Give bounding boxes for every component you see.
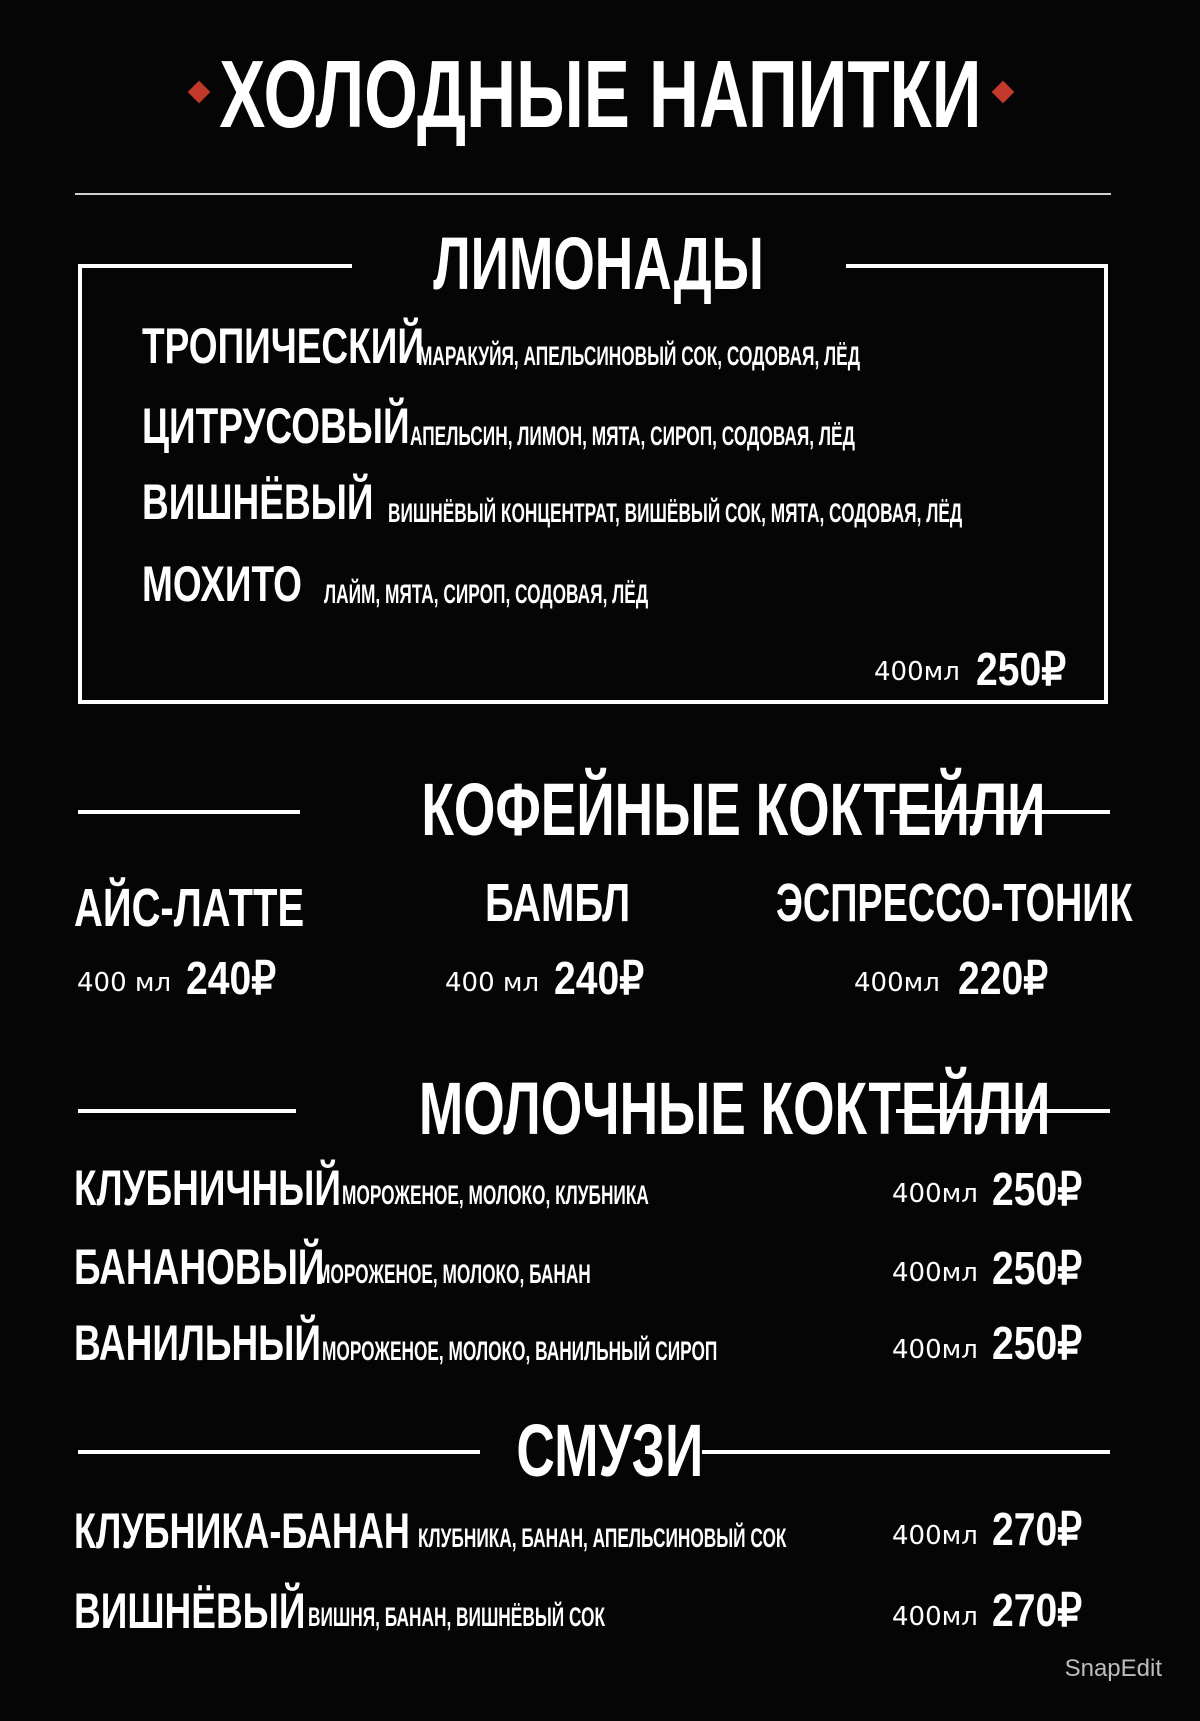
milkshake-item-desc-wrap bbox=[342, 1179, 821, 1211]
milkshake-item-price-wrap bbox=[992, 1243, 1098, 1293]
milkshake-item-volume: 400мл bbox=[892, 1179, 978, 1209]
item-price: 240₽ bbox=[186, 952, 277, 1004]
item-price: 270₽ bbox=[992, 1584, 1083, 1636]
item-description: МОРОЖЕНОЕ, МОЛОКО, БАНАН bbox=[316, 1259, 591, 1289]
item-name: БАМБЛ bbox=[485, 873, 631, 933]
item-description: КЛУБНИКА, БАНАН, АПЕЛЬСИНОВЫЙ СОК bbox=[418, 1523, 787, 1553]
lemonade-item-desc-wrap bbox=[388, 497, 1200, 529]
lemonade-item-desc-wrap bbox=[324, 578, 831, 610]
item-description: ВИШНЁВЫЙ КОНЦЕНТРАТ, ВИШЁВЫЙ СОК, МЯТА, СОДОВАЯ, ЛЁД bbox=[388, 498, 963, 528]
coffee-item-volume: 400мл bbox=[854, 968, 940, 998]
item-price: 270₽ bbox=[992, 1503, 1083, 1555]
smoothie-item-price-wrap bbox=[992, 1585, 1098, 1635]
page-title-wrap bbox=[0, 40, 1200, 150]
item-name: ЭСПРЕССО-ТОНИК bbox=[776, 873, 1133, 933]
coffee-item-name-wrap bbox=[776, 875, 1200, 931]
milkshake-item-price-wrap bbox=[992, 1318, 1098, 1368]
lemonade-price-wrap bbox=[976, 644, 1082, 694]
milkshake-item-desc-wrap bbox=[322, 1335, 940, 1367]
header-divider bbox=[75, 193, 1111, 195]
coffee-title-line-left bbox=[78, 810, 300, 814]
smoothie-title-line-right bbox=[702, 1450, 1110, 1454]
item-description: МАРАКУЙЯ, АПЕЛЬСИНОВЫЙ СОК, СОДОВАЯ, ЛЁД bbox=[418, 341, 861, 371]
item-name: МОХИТО bbox=[142, 556, 302, 612]
smoothie-item-volume: 400мл bbox=[892, 1602, 978, 1632]
milkshake-section-title-wrap bbox=[296, 1067, 1051, 1150]
watermark: SnapEdit bbox=[1064, 1655, 1162, 1682]
lemonade-section-title: ЛИМОНАДЫ bbox=[433, 222, 765, 305]
lemonade-volume: 400мл bbox=[874, 657, 960, 687]
milkshake-item-desc-wrap bbox=[316, 1258, 745, 1290]
smoothie-item-price-wrap bbox=[992, 1504, 1098, 1554]
milkshake-item-volume: 400мл bbox=[892, 1335, 978, 1365]
smoothie-item-volume: 400мл bbox=[892, 1521, 978, 1551]
item-price: 220₽ bbox=[958, 952, 1049, 1004]
milkshake-item-price-wrap bbox=[992, 1164, 1098, 1214]
smoothie-title-line-left bbox=[78, 1450, 480, 1454]
lemonade-price: 250₽ bbox=[976, 643, 1067, 695]
item-name: КЛУБНИЧНЫЙ bbox=[74, 1160, 342, 1216]
lemonade-item-desc-wrap bbox=[410, 420, 1105, 452]
coffee-section-title: КОФЕЙНЫЕ КОКТЕЙЛИ bbox=[421, 768, 1046, 851]
coffee-item-volume: 400 мл bbox=[445, 968, 540, 998]
coffee-item-price-wrap bbox=[554, 953, 660, 1003]
coffee-item-name-wrap bbox=[74, 880, 385, 936]
smoothie-item-desc-wrap bbox=[308, 1601, 772, 1633]
milkshake-item-volume: 400мл bbox=[892, 1258, 978, 1288]
coffee-item-volume: 400 мл bbox=[77, 968, 172, 998]
coffee-section-title-wrap bbox=[300, 768, 1046, 851]
item-name: ЦИТРУСОВЫЙ bbox=[142, 398, 410, 454]
item-description: ВИШНЯ, БАНАН, ВИШНЁВЫЙ СОК bbox=[308, 1602, 605, 1632]
item-description: ЛАЙМ, МЯТА, СИРОП, СОДОВАЯ, ЛЁД bbox=[324, 579, 649, 609]
milkshake-title-line-left bbox=[78, 1109, 296, 1113]
item-name: АЙС-ЛАТТЕ bbox=[74, 878, 305, 938]
coffee-item-name-wrap bbox=[485, 875, 681, 931]
item-description: МОРОЖЕНОЕ, МОЛОКО, ВАНИЛЬНЫЙ СИРОП bbox=[322, 1336, 718, 1366]
item-name: КЛУБНИКА-БАНАН bbox=[74, 1503, 410, 1559]
item-description: АПЕЛЬСИН, ЛИМОН, МЯТА, СИРОП, СОДОВАЯ, ЛЁД bbox=[410, 421, 855, 451]
item-price: 250₽ bbox=[992, 1317, 1083, 1369]
item-name: БАНАНОВЫЙ bbox=[74, 1239, 325, 1295]
coffee-item-price-wrap bbox=[958, 953, 1064, 1003]
item-name: ВИШНЁВЫЙ bbox=[74, 1583, 306, 1639]
lemonade-item-desc-wrap bbox=[418, 340, 1109, 372]
item-name: ТРОПИЧЕСКИЙ bbox=[142, 318, 424, 374]
lemonade-section-title-wrap bbox=[352, 222, 846, 305]
coffee-item-price-wrap bbox=[186, 953, 292, 1003]
smoothie-section-title-wrap bbox=[480, 1410, 702, 1492]
item-price: 250₽ bbox=[992, 1242, 1083, 1294]
item-price: 250₽ bbox=[992, 1163, 1083, 1215]
page-title: ХОЛОДНЫЕ НАПИТКИ bbox=[218, 41, 982, 148]
smoothie-section-title: СМУЗИ bbox=[516, 1409, 704, 1492]
item-price: 240₽ bbox=[554, 952, 645, 1004]
item-name: ВИШНЁВЫЙ bbox=[142, 474, 374, 530]
item-description: МОРОЖЕНОЕ, МОЛОКО, КЛУБНИКА bbox=[342, 1180, 649, 1210]
item-name: ВАНИЛЬНЫЙ bbox=[74, 1315, 322, 1371]
milkshake-section-title: МОЛОЧНЫЕ КОКТЕЙЛИ bbox=[418, 1067, 1051, 1150]
